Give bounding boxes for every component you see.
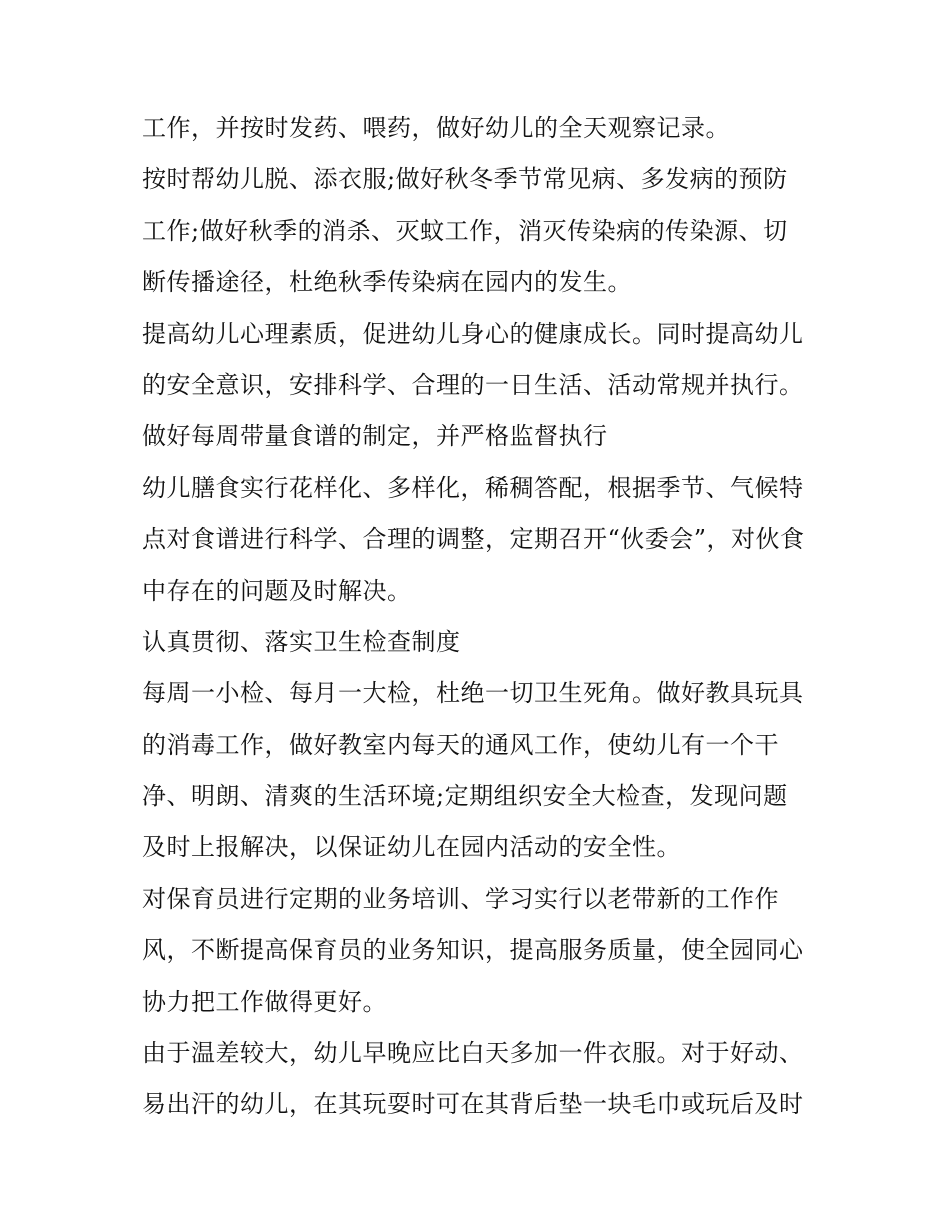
text-line: 幼儿膳食实行花样化、多样化，稀稠答配，根据季节、气候特 [142,473,804,502]
text-line: 中存在的问题及时解决。 [142,576,412,605]
text-line: 按时帮幼儿脱、添衣服;做好秋冬季节常见病、多发病的预防 [142,165,788,194]
text-line: 认真贯彻、落实卫生检查制度 [142,627,461,656]
text-line: 由于温差较大，幼儿早晚应比白天多加一件衣服。对于好动、 [142,1039,804,1068]
text-line: 易出汗的幼儿，在其玩耍时可在其背后垫一块毛巾或玩后及时 [142,1090,804,1119]
text-line: 每周一小检、每月一大检，杜绝一切卫生死角。做好教具玩具 [142,679,804,708]
text-line: 净、明朗、清爽的生活环境;定期组织安全大检查，发现问题 [142,782,788,811]
text-line: 协力把工作做得更好。 [142,987,387,1016]
text-line: 断传播途径，杜绝秋季传染病在园内的发生。 [142,268,632,297]
text-line: 及时上报解决，以保证幼儿在园内活动的安全性。 [142,833,681,862]
text-line: 工作，并按时发药、喂药，做好幼儿的全天观察记录。 [142,114,730,142]
text-line: 风，不断提高保育员的业务知识，提高服务质量，使全园同心 [142,936,804,965]
text-line: 点对食谱进行科学、合理的调整，定期召开“伙委会”，对伙食 [142,525,805,554]
text-line: 的消毒工作，做好教室内每天的通风工作，使幼儿有一个干 [142,730,779,759]
text-line: 的安全意识，安排科学、合理的一日生活、活动常规并执行。 [142,370,804,399]
text-line: 工作;做好秋季的消杀、灭蚊工作，消灭传染病的传染源、切 [142,216,788,245]
text-line: 做好每周带量食谱的制定，并严格监督执行 [142,422,608,451]
document-body [142,108,822,1136]
text-line: 提高幼儿心理素质，促进幼儿身心的健康成长。同时提高幼儿 [142,319,804,348]
text-line: 对保育员进行定期的业务培训、学习实行以老带新的工作作 [142,884,779,913]
